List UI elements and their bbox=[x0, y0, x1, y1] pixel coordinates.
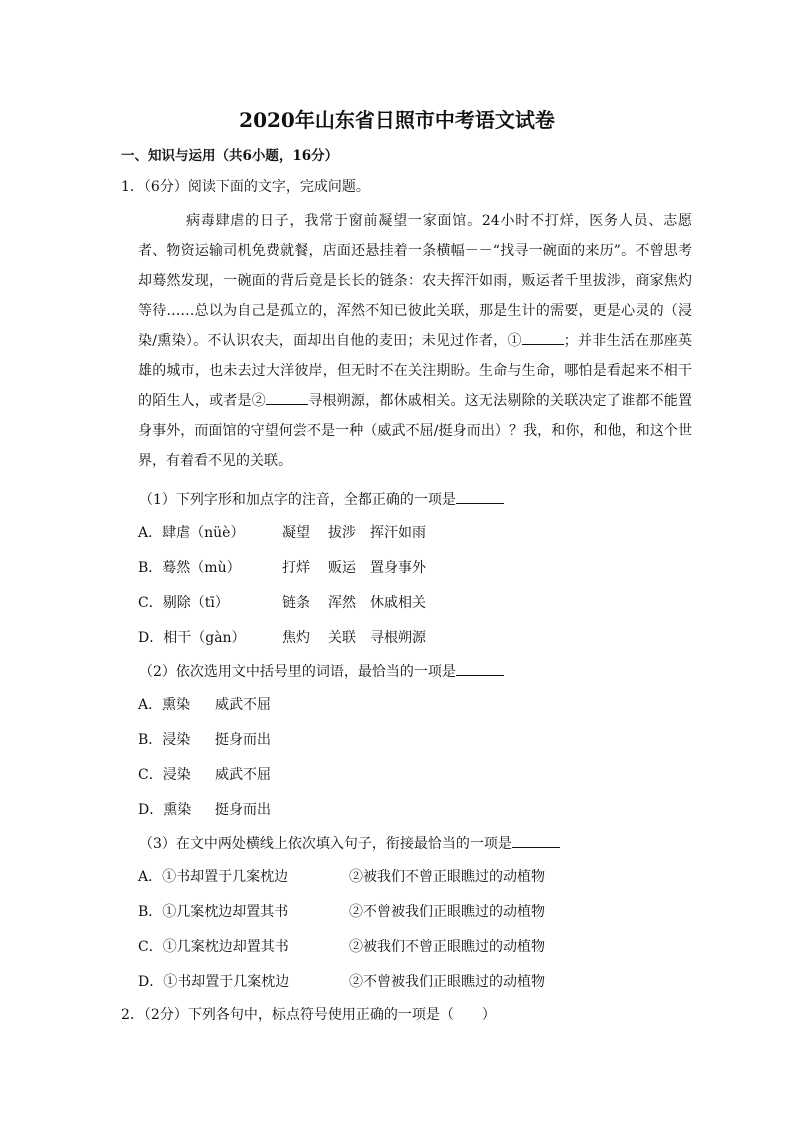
answer-blank bbox=[512, 833, 560, 848]
option-label: B． bbox=[138, 732, 163, 748]
option-row bbox=[138, 936, 545, 956]
option-row bbox=[138, 971, 545, 991]
option-word: 熏染 bbox=[163, 802, 192, 818]
option-word: 置身事外 bbox=[370, 560, 426, 576]
sub-question-1-stem bbox=[139, 489, 504, 509]
option-sentence: ②被我们不曾正眼瞧过的动植物 bbox=[349, 939, 545, 955]
option-word: 挥汗如雨 bbox=[370, 525, 426, 541]
option-word: 威武不屈 bbox=[215, 767, 271, 783]
option-word: 寻根朔源 bbox=[370, 630, 426, 646]
option-word: 相干（gàn） bbox=[163, 630, 246, 646]
option-sentence: ②不曾被我们正眼瞧过的动植物 bbox=[349, 904, 545, 920]
option-word: 浸染 bbox=[162, 732, 191, 748]
question-1-stem: 1．（6分）阅读下面的文字，完成问题。 bbox=[121, 179, 370, 195]
option-sentence: ①几案枕边却置其书 bbox=[162, 939, 289, 955]
option-word: 挺身而出 bbox=[215, 802, 271, 818]
option-word: 休戚相关 bbox=[370, 595, 426, 611]
exam-title: 2020年山东省日照市中考语文试卷 bbox=[239, 108, 555, 132]
option-label: D． bbox=[138, 630, 164, 646]
option-sentence: ①书却置于几案枕边 bbox=[162, 869, 289, 885]
option-sentence: ②被我们不曾正眼瞧过的动植物 bbox=[349, 869, 545, 885]
option-row bbox=[138, 592, 426, 612]
option-label: D． bbox=[138, 802, 164, 818]
option-word: 熏染 bbox=[162, 697, 191, 713]
option-word: 蓦然（mù） bbox=[162, 560, 241, 576]
option-label: A． bbox=[138, 869, 163, 885]
option-label: C． bbox=[138, 595, 163, 611]
option-word: 剔除（tī） bbox=[162, 595, 229, 611]
option-word: 浑然 bbox=[328, 595, 356, 611]
option-label: C． bbox=[138, 767, 163, 783]
blank-marker-1: ① bbox=[507, 333, 522, 349]
fill-blank-1 bbox=[522, 330, 564, 345]
blank-marker-2: ② bbox=[251, 393, 267, 409]
option-word: 焦灼 bbox=[282, 630, 310, 646]
answer-blank bbox=[456, 661, 504, 676]
option-word: 凝望 bbox=[282, 525, 310, 541]
sub-question-2-text: （2）依次选用文中括号里的词语，最恰当的一项是 bbox=[139, 664, 456, 680]
fill-blank-2 bbox=[266, 390, 308, 405]
option-label: B． bbox=[138, 904, 163, 920]
option-word: 威武不屈 bbox=[215, 697, 271, 713]
option-label: B． bbox=[138, 560, 163, 576]
option-word: 打烊 bbox=[282, 560, 310, 576]
passage-text-3: 寻根朔源，都休戚相关。这无法剔除的关联决定了谁都不能置身事外，而面馆的守望何尝不是一种（威武不屈/挺身而出）？我，和你，和他，和这个世界，有着看不见的关联。 bbox=[138, 393, 693, 469]
passage-text-2: ；并非生活在那座英雄的城市，也未去过大洋彼岸，但无时不在关注期盼。生命与生命，哪怕是看起来不相干的陌生人，或者是 bbox=[138, 333, 693, 409]
sub-question-3-stem bbox=[139, 833, 560, 853]
option-word: 肆虐（nüè） bbox=[162, 525, 245, 541]
option-row bbox=[138, 557, 426, 577]
option-word: 挺身而出 bbox=[215, 732, 271, 748]
option-row bbox=[138, 866, 545, 886]
option-sentence: ②不曾被我们正眼瞧过的动植物 bbox=[349, 974, 545, 990]
option-word: 链条 bbox=[282, 595, 310, 611]
section-heading: 一、知识与运用（共6小题，16分） bbox=[121, 148, 339, 164]
option-row bbox=[138, 901, 545, 921]
option-row bbox=[138, 799, 271, 819]
question-2-stem: 2．（2分）下列各句中，标点符号使用正确的一项是（ ） bbox=[121, 1007, 496, 1023]
option-label: D． bbox=[138, 974, 164, 990]
sub-question-2-stem bbox=[139, 661, 504, 681]
option-word: 贩运 bbox=[328, 560, 356, 576]
option-row bbox=[138, 694, 271, 714]
option-label: A． bbox=[138, 525, 163, 541]
reading-passage bbox=[138, 206, 692, 476]
option-label: C． bbox=[138, 939, 163, 955]
option-row bbox=[138, 627, 426, 647]
option-word: 关联 bbox=[328, 630, 356, 646]
sub-question-1-text: （1）下列字形和加点字的注音，全都正确的一项是 bbox=[139, 492, 456, 508]
option-row bbox=[138, 764, 271, 784]
option-label: A． bbox=[138, 697, 163, 713]
passage-text-1: 病毒肆虐的日子，我常于窗前凝望一家面馆。24小时不打烊，医务人员、志愿者、物资运输司机免费就餐，店面还悬挂着一条横幅－－“找寻一碗面的来历”。不曾思考却蓦然发现，一碗面的背后竟是长长的链条：农夫挥汗如雨，贩运者千里拔涉，商家焦灼等待……总以为自己是孤立的，浑然不知已彼此关联，那是生计的需要，更是心灵的（浸染/熏染）。不认识农夫，面却出自他的麦田；未见过作者， bbox=[138, 213, 692, 349]
option-sentence: ①书却置于几案枕边 bbox=[163, 974, 290, 990]
option-row bbox=[138, 729, 271, 749]
answer-blank bbox=[456, 489, 504, 504]
option-sentence: ①几案枕边却置其书 bbox=[162, 904, 289, 920]
option-row bbox=[138, 522, 426, 542]
option-word: 拔涉 bbox=[328, 525, 356, 541]
option-word: 浸染 bbox=[162, 767, 191, 783]
sub-question-3-text: （3）在文中两处横线上依次填入句子，衔接最恰当的一项是 bbox=[139, 836, 512, 852]
